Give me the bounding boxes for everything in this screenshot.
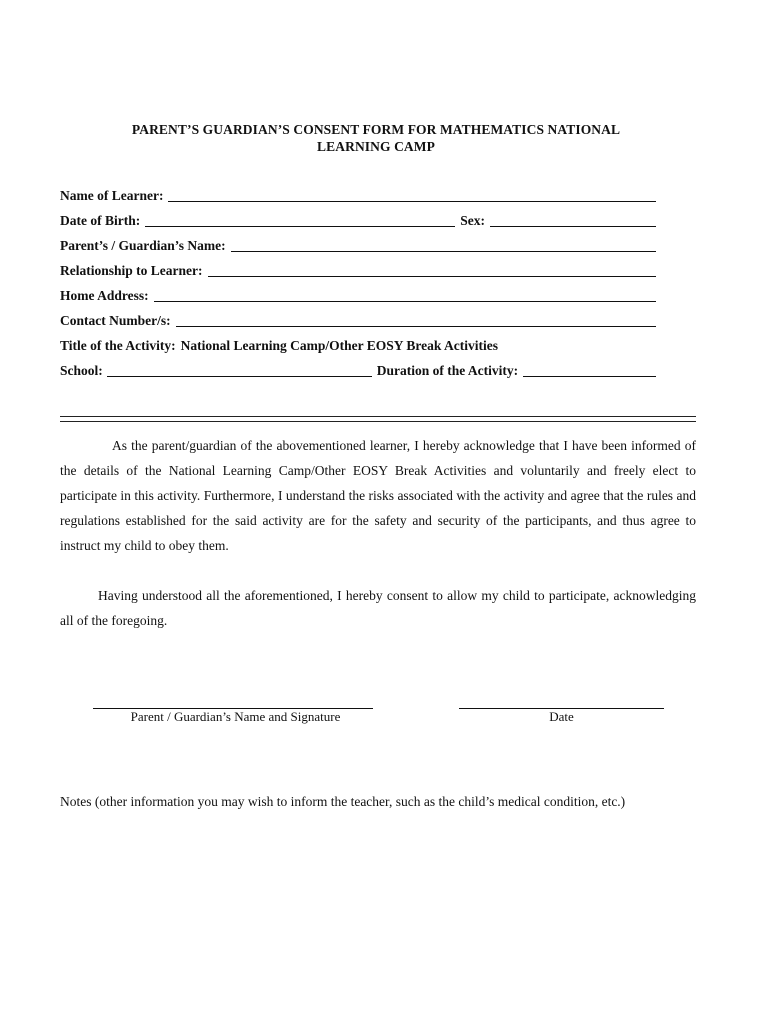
school-field[interactable]	[107, 363, 372, 377]
relationship-label: Relationship to Learner:	[60, 263, 203, 278]
contact-number-label: Contact Number/s:	[60, 313, 171, 328]
sex-field[interactable]	[490, 213, 656, 227]
relationship-field[interactable]	[208, 263, 657, 277]
guardian-signature-label: Parent / Guardian’s Name and Signature	[130, 709, 341, 724]
activity-title-label: Title of the Activity:	[60, 338, 176, 353]
guardian-name-label: Parent’s / Guardian’s Name:	[60, 238, 226, 253]
form-title	[60, 121, 692, 155]
consent-paragraph: Having understood all the aforementioned, I hereby consent to allow my child to participate, acknowledging all of the foregoing.	[60, 588, 696, 628]
date-of-birth-label: Date of Birth:	[60, 213, 141, 228]
duration-label: Duration of the Activity:	[376, 363, 519, 378]
sex-label: Sex:	[460, 213, 485, 228]
date-of-birth-row	[60, 212, 656, 230]
guardian-name-field[interactable]	[231, 238, 656, 252]
name-of-learner-label: Name of Learner:	[60, 188, 164, 203]
home-address-field[interactable]	[154, 288, 656, 302]
date-label: Date	[549, 709, 574, 724]
home-address-row	[60, 287, 656, 305]
name-of-learner-field[interactable]	[168, 188, 656, 202]
home-address-label: Home Address:	[60, 288, 149, 303]
notes-text: Notes (other information you may wish to inform the teacher, such as the child’s medical condition, etc.)	[60, 794, 626, 809]
name-of-learner-row	[60, 187, 656, 205]
activity-title-value: National Learning Camp/Other EOSY Break Activities	[180, 338, 498, 353]
relationship-row	[60, 262, 656, 280]
contact-number-field[interactable]	[176, 313, 656, 327]
contact-number-row	[60, 312, 656, 330]
form-title-line-2: LEARNING CAMP	[317, 139, 435, 154]
form-title-line-1: PARENT’S GUARDIAN’S CONSENT FORM FOR MATHEMATICS NATIONAL	[131, 122, 621, 137]
duration-field[interactable]	[523, 363, 656, 377]
school-label: School:	[60, 363, 103, 378]
guardian-name-row	[60, 237, 656, 255]
activity-title-row	[60, 337, 656, 355]
section-divider	[60, 416, 696, 422]
acknowledgement-paragraph: As the parent/guardian of the abovementioned learner, I hereby acknowledge that I have been informed of the details of the National Learning Camp/Other EOSY Break Activities and voluntarily and freely elect to participate in this activity. Furthermore, I understand the risks associated with the activity and agree that the rules and regulations established for the said activity are for the safety and security of the participants, and thus agree to instruct my child to obey them.	[60, 438, 696, 553]
date-of-birth-field[interactable]	[145, 213, 455, 227]
school-row	[60, 362, 656, 380]
